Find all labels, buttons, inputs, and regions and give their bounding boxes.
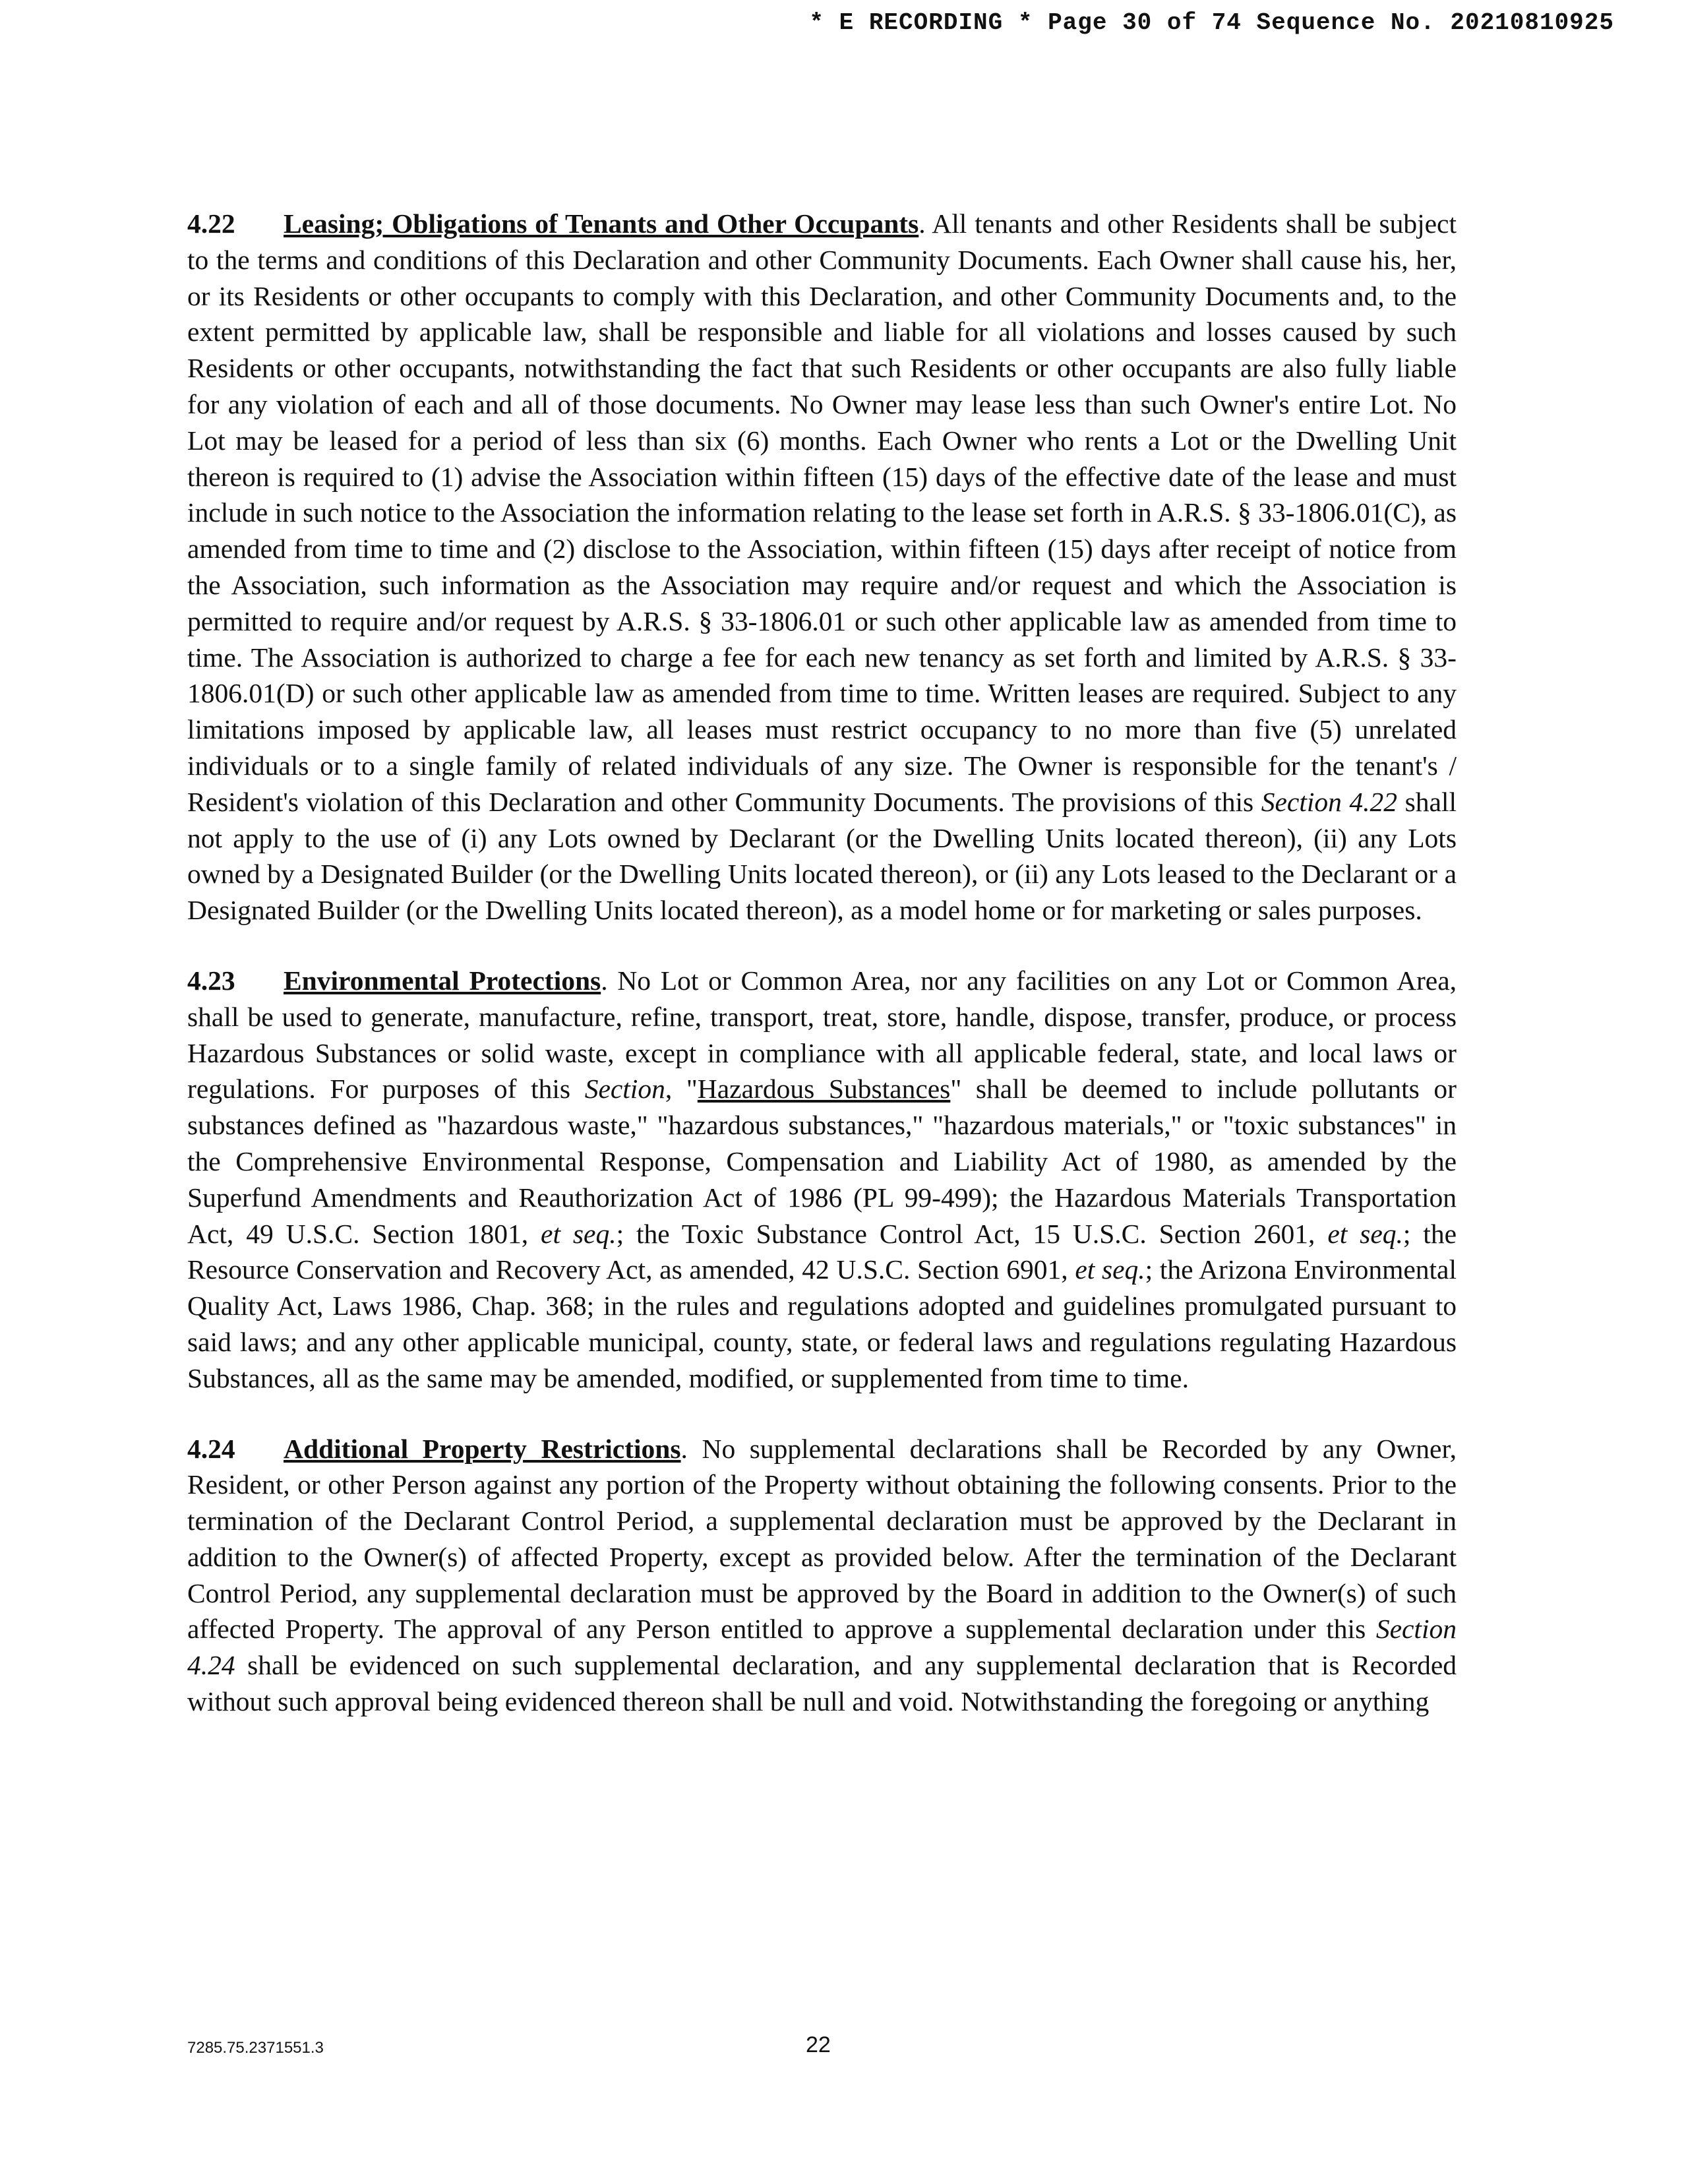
section-number: 4.24 xyxy=(187,1433,235,1464)
section-title: Leasing; Obligations of Tenants and Other Occupants xyxy=(284,208,919,239)
section-number: 4.23 xyxy=(187,965,235,996)
et-seq: et seq. xyxy=(1075,1254,1145,1285)
section-text: " shall be deemed to include pollutants or substances defined as "hazardous waste," "hazardous substances," "hazardous materials," or "toxic substances" in the Comprehensive Environmental Response, Compensation and Liability Act of 1980, as amended by the Superfund Amendments and Reauthorization Act of 1986 (PL 99-499); the Hazardous Materials Transportation Act, 49 U.S.C. Section 1801, xyxy=(187,1074,1457,1249)
section-word: Section xyxy=(584,1074,665,1105)
defined-term: Hazardous Substances xyxy=(697,1074,951,1105)
document-body xyxy=(187,206,1457,1754)
et-seq: et seq. xyxy=(1327,1218,1403,1249)
section-text: shall not apply to the use of (i) any Lots owned by Declarant (or the Dwelling Units located thereon), (ii) any Lots owned by a Designated Builder (or the Dwelling Units located thereon), or (ii) any Lots leased to the Declarant or a Designated Builder (or the Dwelling Units located thereon), as a model home or for marketing or sales purposes. xyxy=(187,786,1457,926)
section-text: . No Lot or Common Area, nor any facilities on any Lot or Common Area, shall be used to generate, manufacture, refine, transport, treat, store, handle, dispose, transfer, produce, or process Hazardous Substances or solid waste, except in compliance with all applicable federal, state, and local laws or regulations. For purposes of this xyxy=(187,965,1457,1105)
et-seq: et seq. xyxy=(541,1218,617,1249)
section-text: shall be evidenced on such supplemental declaration, and any supplemental declaration that is Recorded without such approval being evidenced thereon shall be null and void. Notwithstanding the foregoing or anything xyxy=(187,1650,1457,1717)
section-4-24 xyxy=(187,1431,1457,1720)
section-text: , " xyxy=(665,1074,698,1105)
section-title: Additional Property Restrictions xyxy=(284,1433,681,1464)
section-text: ; the Toxic Substance Control Act, 15 U.S.C. Section 2601, xyxy=(616,1218,1328,1249)
recording-header: * E RECORDING * Page 30 of 74 Sequence No. 20210810925 xyxy=(809,9,1614,36)
section-4-23 xyxy=(187,963,1457,1397)
section-number: 4.22 xyxy=(187,208,235,239)
section-reference: Section 4.22 xyxy=(1261,786,1398,817)
page-number: 22 xyxy=(806,2032,831,2057)
section-title: Environmental Protections xyxy=(284,965,601,996)
section-text: ; the Arizona Environmental Quality Act, Laws 1986, Chap. 368; in the rules and regulations adopted and guidelines promulgated pursuant to said laws; and any other applicable municipal, county, state, or federal laws and regulations regulating Hazardous Substances, all as the same may be amended, modified, or supplemented from time to time. xyxy=(187,1254,1457,1393)
section-reference: Section 4.24 xyxy=(187,1614,1457,1681)
section-4-22 xyxy=(187,206,1457,928)
section-text: . No supplemental declarations shall be Recorded by any Owner, Resident, or other Person against any portion of the Property without obtaining the following consents. Prior to the termination of the Declarant Control Period, a supplemental declaration must be approved by the Declarant in addition to the Owner(s) of affected Property, except as provided below. After the termination of the Declarant Control Period, any supplemental declaration must be approved by the Board in addition to the Owner(s) of such affected Property. The approval of any Person entitled to approve a supplemental declaration under this xyxy=(187,1433,1457,1645)
section-text: . All tenants and other Residents shall be subject to the terms and conditions of this Declaration and other Community Documents. Each Owner shall cause his, her, or its Residents or other occupants to comply with this Declaration, and other Community Documents and, to the extent permitted by applicable law, shall be responsible and liable for all violations and losses caused by such Residents or other occupants, notwithstanding the fact that such Residents or other occupants are also fully liable for any violation of each and all of those documents. No Owner may lease less than such Owner's entire Lot. No Lot may be leased for a period of less than six (6) months. Each Owner who rents a Lot or the Dwelling Unit thereon is required to (1) advise the Association within fifteen (15) days of the effective date of the lease and must include in such notice to the Association the information relating to the lease set forth in A.R.S. § 33-1806.01(C), as amended from time to time and (2) disclose to the Association, within fifteen (15) days after receipt of notice from the Association, such information as the Association may require and/or request and which the Association is permitted to require and/or request by A.R.S. § 33-1806.01 or such other applicable law as amended from time to time. The Association is authorized to charge a fee for each new tenancy as set forth and limited by A.R.S. § 33-1806.01(D) or such other applicable law as amended from time to time. Written leases are required. Subject to any limitations imposed by applicable law, all leases must restrict occupancy to no more than five (5) unrelated individuals or to a single family of related individuals of any size. The Owner is responsible for the tenant's / Resident's violation of this Declaration and other Community Documents. The provisions of this xyxy=(187,208,1457,817)
section-text: ; the Resource Conservation and Recovery Act, as amended, 42 U.S.C. Section 6901, xyxy=(187,1218,1457,1285)
document-id: 7285.75.2371551.3 xyxy=(187,2039,324,2057)
